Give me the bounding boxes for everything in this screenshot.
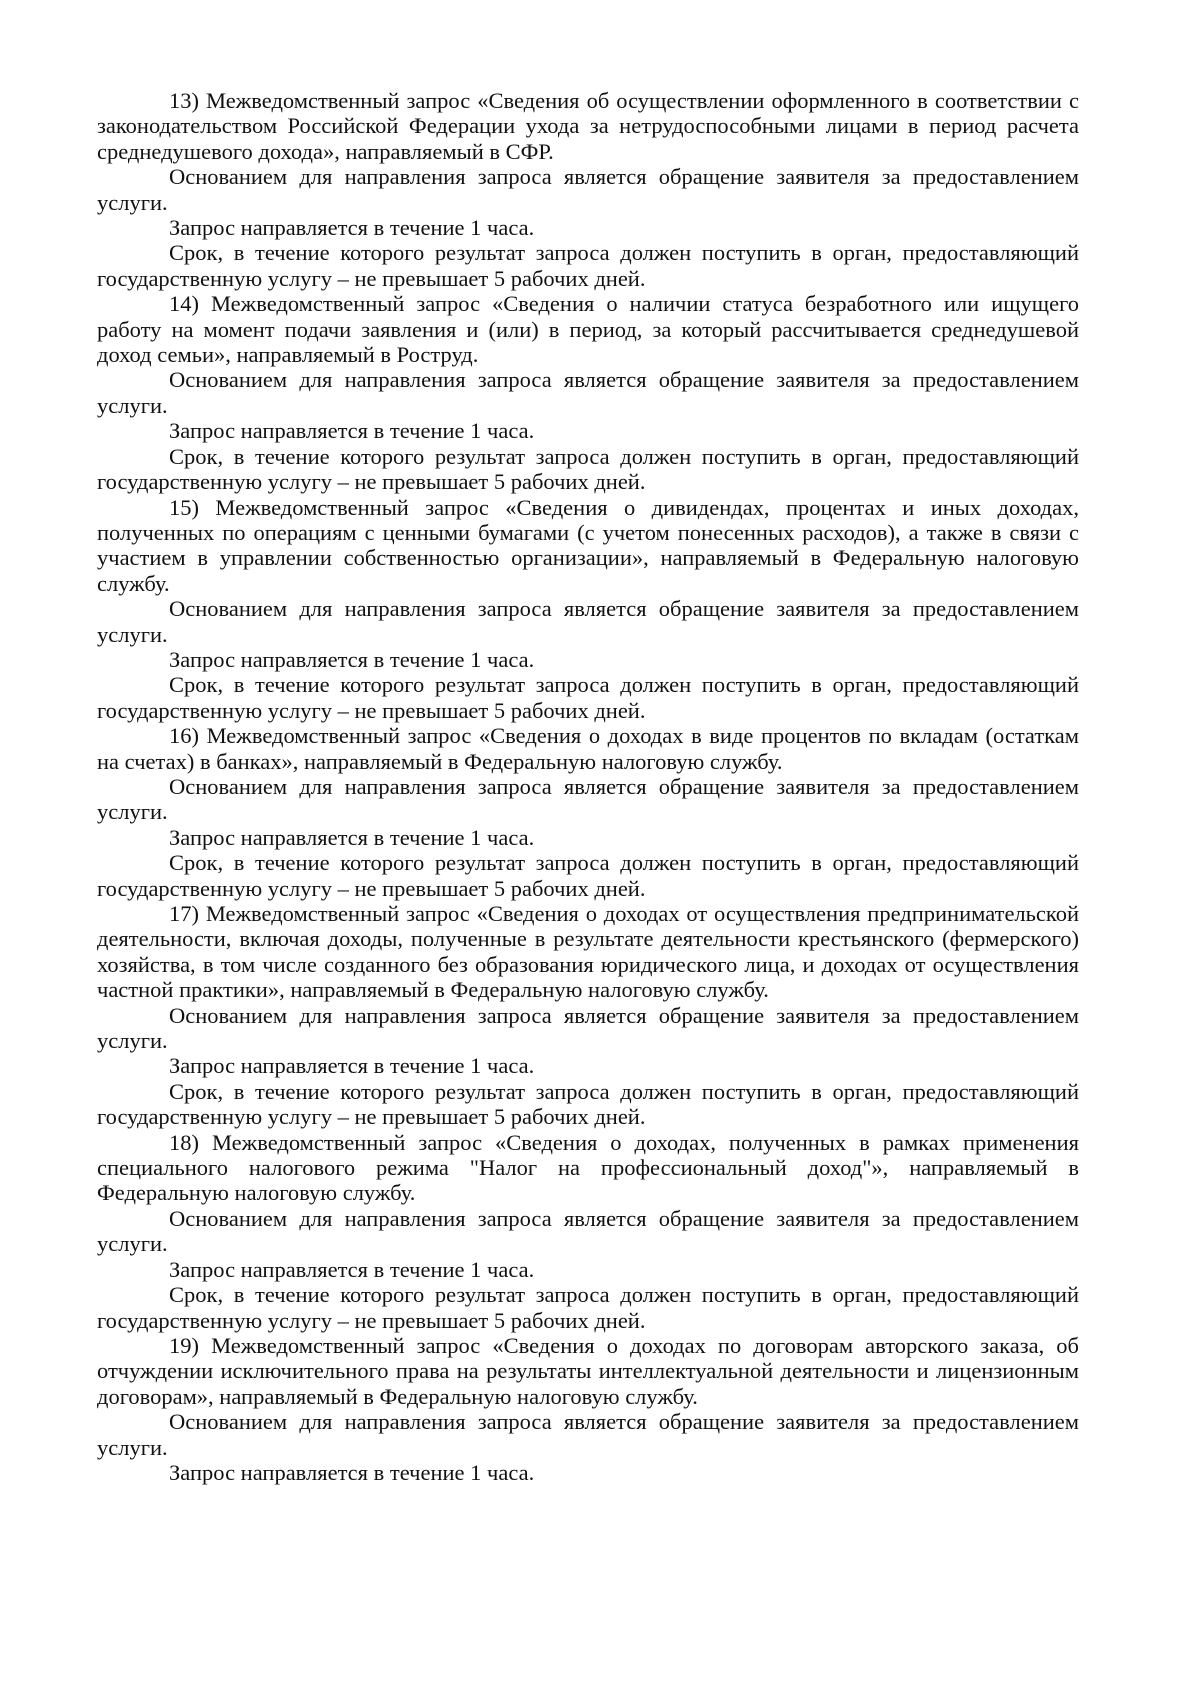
document-page	[97, 88, 1079, 1485]
paragraph-16-send-time: Запрос направляется в течение 1 часа.	[169, 824, 535, 850]
paragraph-17-title: 17) Межведомственный запрос «Сведения о доходах от осуществления предпринимательской деятельности, включая доходы, полученные в результате деятельности крестьянского (фермерского) хозяйства, в том числе созданного без образования юридического лица, и доходах от осуществления частной практики», направляемый в Федеральную налоговую службу.	[97, 901, 1079, 1003]
paragraph-15-deadline: Срок, в течение которого результат запроса должен поступить в орган, предоставляющий государственную услугу – не превышает 5 рабочих дней.	[97, 672, 1079, 723]
paragraph-14-send-time: Запрос направляется в течение 1 часа.	[169, 418, 535, 444]
paragraph-13-deadline: Срок, в течение которого результат запроса должен поступить в орган, предоставляющий государственную услугу – не превышает 5 рабочих дней.	[97, 240, 1079, 291]
paragraph-13-send-time: Запрос направляется в течение 1 часа.	[169, 215, 535, 241]
paragraph-17-basis: Основанием для направления запроса является обращение заявителя за предоставлением услуги.	[97, 1002, 1079, 1054]
paragraph-14-basis: Основанием для направления запроса является обращение заявителя за предоставлением услуги.	[97, 367, 1079, 418]
paragraph-14-deadline: Срок, в течение которого результат запроса должен поступить в орган, предоставляющий государственную услугу – не превышает 5 рабочих дней.	[97, 443, 1079, 495]
paragraph-15-basis: Основанием для направления запроса является обращение заявителя за предоставлением услуги.	[97, 596, 1079, 647]
paragraph-16-title: 16) Межведомственный запрос «Сведения о доходах в виде процентов по вкладам (остаткам на счетах) в банках», направляемый в Федеральную налоговую службу.	[97, 723, 1079, 774]
paragraph-19-send-time: Запрос направляется в течение 1 часа.	[169, 1459, 535, 1485]
paragraph-18-deadline: Срок, в течение которого результат запроса должен поступить в орган, предоставляющий государственную услугу – не превышает 5 рабочих дней.	[97, 1282, 1079, 1333]
paragraph-17-deadline: Срок, в течение которого результат запроса должен поступить в орган, предоставляющий государственную услугу – не превышает 5 рабочих дней.	[97, 1078, 1079, 1130]
paragraph-13-basis: Основанием для направления запроса является обращение заявителя за предоставлением услуги.	[97, 164, 1079, 215]
paragraph-16-deadline: Срок, в течение которого результат запроса должен поступить в орган, предоставляющий государственную услугу – не превышает 5 рабочих дней.	[97, 850, 1079, 901]
paragraph-17-send-time: Запрос направляется в течение 1 часа.	[169, 1053, 535, 1079]
paragraph-19-basis: Основанием для направления запроса является обращение заявителя за предоставлением услуги.	[97, 1409, 1079, 1460]
paragraph-18-title: 18) Межведомственный запрос «Сведения о доходах, полученных в рамках применения специального налогового режима "Налог на профессиональный доход"», направляемый в Федеральную налоговую службу.	[97, 1129, 1079, 1206]
paragraph-18-send-time: Запрос направляется в течение 1 часа.	[169, 1256, 535, 1282]
paragraph-15-send-time: Запрос направляется в течение 1 часа.	[169, 646, 535, 672]
paragraph-16-basis: Основанием для направления запроса является обращение заявителя за предоставлением услуги.	[97, 773, 1079, 825]
paragraph-19-title: 19) Межведомственный запрос «Сведения о доходах по договорам авторского заказа, об отчуждении исключительного права на результаты интеллектуальной деятельности и лицензионным договорам», направляемый в Федеральную налоговую службу.	[97, 1332, 1079, 1409]
paragraph-13-title: 13) Межведомственный запрос «Сведения об осуществлении оформленного в соответствии с законодательством Российской Федерации ухода за нетрудоспособными лицами в период расчета среднедушевого дохода», направляемый в СФР.	[97, 88, 1079, 164]
paragraph-15-title: 15) Межведомственный запрос «Сведения о дивидендах, процентах и иных доходах, полученных по операциям с ценными бумагами (с учетом понесенных расходов), а также в связи с участием в управлении собственностью организации», направляемый в Федеральную налоговую службу.	[97, 494, 1079, 596]
paragraph-18-basis: Основанием для направления запроса является обращение заявителя за предоставлением услуги.	[97, 1205, 1079, 1257]
paragraph-14-title: 14) Межведомственный запрос «Сведения о наличии статуса безработного или ищущего работу на момент подачи заявления и (или) в период, за который рассчитывается среднедушевой доход семьи», направляемый в Роструд.	[97, 291, 1079, 368]
